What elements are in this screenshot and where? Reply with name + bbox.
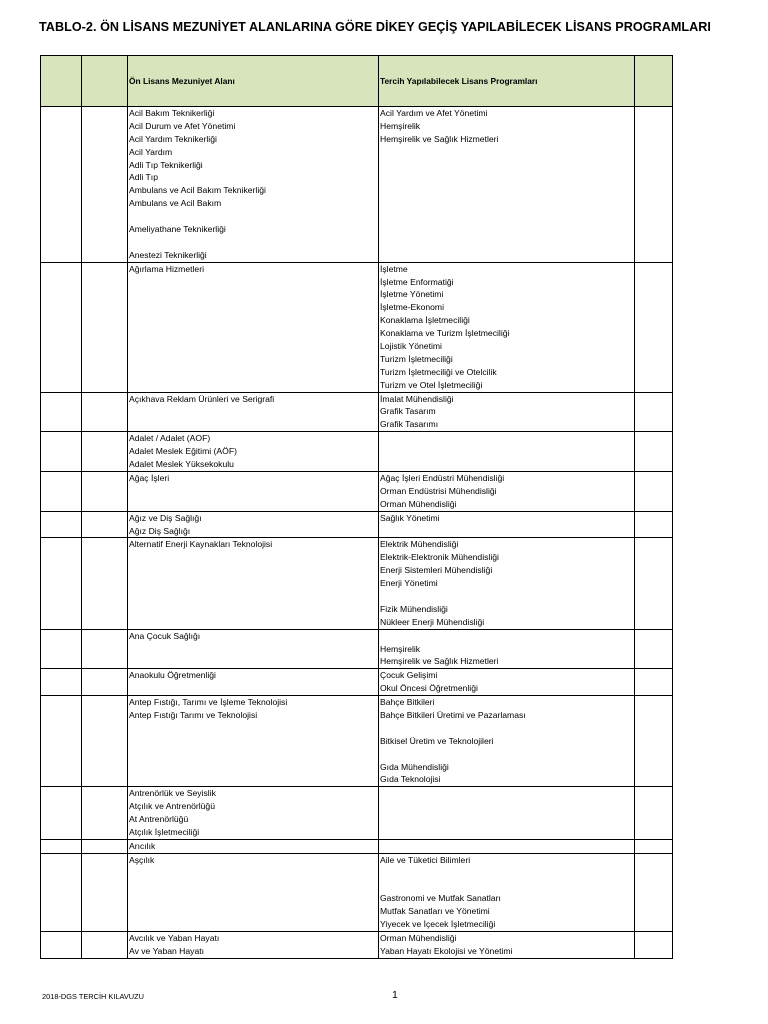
bachelor-program-item: Yiyecek ve İçecek İşletmeciliği — [380, 919, 496, 930]
bachelor-program-item: Turizm ve Otel İşletmeciliği — [380, 379, 483, 390]
associate-degree-item — [129, 236, 378, 249]
bachelor-program-item — [380, 813, 634, 826]
bachelor-program-cell — [379, 853, 635, 931]
associate-degree-cell — [128, 853, 379, 931]
bachelor-program-item: Mutfak Sanatları ve Yönetimi — [380, 906, 490, 917]
table-row — [41, 669, 673, 696]
bachelor-program-item — [380, 249, 634, 262]
bachelor-program-cell — [379, 107, 635, 263]
associate-degree-item: Adalet Meslek Yüksekokulu — [129, 459, 234, 470]
blank-cell — [635, 669, 673, 696]
table-header-row — [41, 56, 673, 107]
bachelor-program-item — [380, 525, 634, 538]
blank-cell — [82, 932, 128, 959]
bachelor-program-item: Elektrik-Elektronik Mühendisliği — [380, 552, 499, 563]
bachelor-program-cell — [379, 432, 635, 472]
blank-cell — [635, 392, 673, 432]
blank-cell — [82, 696, 128, 787]
bachelor-program-item — [380, 146, 634, 159]
associate-degree-item: Ağız ve Diş Sağlığı — [129, 512, 202, 523]
associate-degree-item — [129, 276, 378, 289]
table-row — [41, 853, 673, 931]
blank-cell — [82, 471, 128, 511]
associate-degree-item: Ağırlama Hizmetleri — [129, 263, 204, 274]
associate-degree-item — [129, 405, 378, 418]
blank-cell — [635, 787, 673, 840]
blank-cell — [41, 629, 82, 669]
associate-degree-item — [129, 340, 378, 353]
associate-degree-item — [129, 748, 378, 761]
associate-degree-item: Ağaç İşleri — [129, 472, 170, 483]
associate-degree-item: Adli Tıp Teknikerliği — [129, 159, 203, 170]
bachelor-program-item — [380, 171, 634, 184]
associate-degree-item: Avcılık ve Yaban Hayatı — [129, 933, 220, 944]
associate-degree-item: Arıcılık — [129, 840, 156, 851]
bachelor-program-item — [380, 432, 634, 445]
associate-degree-item — [129, 773, 378, 786]
associate-degree-item — [129, 353, 378, 366]
table-row — [41, 432, 673, 472]
associate-degree-item — [129, 485, 378, 498]
associate-degree-item: Ana Çocuk Sağlığı — [129, 630, 201, 641]
blank-cell — [635, 471, 673, 511]
table-row — [41, 787, 673, 840]
blank-cell — [82, 839, 128, 853]
associate-degree-item: Ağız Diş Sağlığı — [129, 525, 191, 536]
bachelor-program-item: Konaklama İşletmeciliği — [380, 315, 470, 326]
bachelor-program-item: Lojistik Yönetimi — [380, 341, 442, 352]
associate-degree-item: Antep Fıstığı, Tarımı ve İşleme Teknolojisi — [129, 697, 288, 708]
bachelor-program-item — [380, 826, 634, 839]
associate-degree-item — [129, 880, 378, 893]
bachelor-program-cell — [379, 392, 635, 432]
associate-degree-item: Adalet Meslek Eğitimi (AÖF) — [129, 446, 237, 457]
blank-cell — [635, 853, 673, 931]
associate-degree-item — [129, 892, 378, 905]
associate-degree-cell — [128, 839, 379, 853]
bachelor-program-item: İşletme Enformatiği — [380, 276, 454, 287]
bachelor-program-item — [380, 800, 634, 813]
associate-degree-item: Ameliyathane Teknikerliği — [129, 224, 226, 235]
table-row — [41, 839, 673, 853]
bachelor-program-item — [380, 236, 634, 249]
table-row — [41, 629, 673, 669]
header-cell-bachelor-programs: Tercih Yapılabilecek Lisans Programları — [379, 56, 635, 107]
bachelor-program-item: Yaban Hayatı Ekolojisi ve Yönetimi — [380, 946, 513, 956]
associate-degree-item — [129, 418, 378, 431]
blank-cell — [41, 511, 82, 538]
associate-degree-cell — [128, 538, 379, 629]
blank-cell — [41, 669, 82, 696]
associate-degree-item — [129, 210, 378, 223]
header-cell-blank-3 — [635, 56, 673, 107]
bachelor-program-item: Enerji Sistemleri Mühendisliği — [380, 565, 493, 576]
bachelor-program-item: Nükleer Enerji Mühendisliği — [380, 616, 485, 627]
bachelor-program-item: Çocuk Gelişimi — [380, 670, 438, 681]
table-row — [41, 932, 673, 959]
bachelor-program-item: İşletme — [380, 263, 408, 274]
bachelor-program-item: Konaklama ve Turizm İşletmeciliği — [380, 328, 510, 339]
bachelor-program-cell — [379, 538, 635, 629]
blank-cell — [635, 932, 673, 959]
associate-degree-cell — [128, 471, 379, 511]
associate-degree-cell — [128, 787, 379, 840]
bachelor-program-item: Aile ve Tüketici Bilimleri — [380, 854, 471, 865]
bachelor-program-item — [380, 159, 634, 172]
bachelor-program-item — [380, 722, 634, 735]
bachelor-program-item: Elektrik Mühendisliği — [380, 539, 459, 550]
bachelor-program-item — [380, 748, 634, 761]
bachelor-program-item: Hemşirelik ve Sağlık Hizmetleri — [380, 133, 499, 144]
bachelor-program-item: İşletme-Ekonomi — [380, 302, 444, 313]
bachelor-program-item: Hemşirelik — [380, 120, 421, 131]
table-body — [41, 107, 673, 959]
associate-degree-item: Aşçılık — [129, 854, 155, 865]
bachelor-program-item: Sağlık Yönetimi — [380, 512, 440, 523]
bachelor-program-cell — [379, 932, 635, 959]
bachelor-program-item: Grafik Tasarımı — [380, 419, 439, 430]
table-row — [41, 696, 673, 787]
associate-degree-item — [129, 327, 378, 340]
bachelor-program-item: Acil Yardım ve Afet Yönetimi — [380, 108, 488, 118]
associate-degree-item: Acil Yardım Teknikerliği — [129, 133, 217, 144]
blank-cell — [41, 471, 82, 511]
associate-degree-cell — [128, 511, 379, 538]
bachelor-program-item: Bahçe Bitkileri Üretimi ve Pazarlaması — [380, 709, 526, 720]
blank-cell — [635, 262, 673, 392]
associate-degree-item: Adli Tıp — [129, 172, 158, 183]
bachelor-program-item — [380, 184, 634, 197]
table-row — [41, 107, 673, 263]
bachelor-program-item — [380, 458, 634, 471]
associate-degree-item — [129, 616, 378, 629]
programs-table — [40, 55, 673, 959]
associate-degree-item — [129, 761, 378, 774]
associate-degree-cell — [128, 669, 379, 696]
associate-degree-item — [129, 288, 378, 301]
bachelor-program-item — [380, 880, 634, 893]
bachelor-program-item — [380, 210, 634, 223]
blank-cell — [635, 629, 673, 669]
associate-degree-cell — [128, 392, 379, 432]
blank-cell — [41, 787, 82, 840]
header-cell-blank-2 — [82, 56, 128, 107]
bachelor-program-cell — [379, 471, 635, 511]
associate-degree-item — [129, 603, 378, 616]
blank-cell — [41, 107, 82, 263]
associate-degree-item — [129, 867, 378, 880]
bachelor-program-item — [380, 630, 634, 643]
associate-degree-item: Acil Yardım — [129, 146, 173, 157]
blank-cell — [82, 107, 128, 263]
blank-cell — [41, 538, 82, 629]
bachelor-program-cell — [379, 696, 635, 787]
bachelor-program-item — [380, 445, 634, 458]
associate-degree-item — [129, 722, 378, 735]
blank-cell — [82, 669, 128, 696]
associate-degree-item — [129, 590, 378, 603]
table-row — [41, 392, 673, 432]
blank-cell — [82, 787, 128, 840]
associate-degree-item: Anestezi Teknikerliği — [129, 249, 207, 260]
blank-cell — [41, 839, 82, 853]
bachelor-program-item: Gıda Mühendisliği — [380, 761, 449, 772]
associate-degree-item — [129, 551, 378, 564]
blank-cell — [41, 696, 82, 787]
blank-cell — [82, 629, 128, 669]
bachelor-program-item: Hemşirelik — [380, 643, 421, 654]
blank-cell — [635, 696, 673, 787]
associate-degree-item — [129, 682, 378, 695]
associate-degree-item — [129, 564, 378, 577]
bachelor-program-item — [380, 840, 634, 853]
bachelor-program-item: Hemşirelik ve Sağlık Hizmetleri — [380, 656, 499, 667]
header-cell-associate-degree-field: Ön Lisans Mezuniyet Alanı — [128, 56, 379, 107]
blank-cell — [635, 432, 673, 472]
bachelor-program-item: Okul Öncesi Öğretmenliği — [380, 683, 478, 694]
document-title: TABLO-2. ÖN LİSANS MEZUNİYET ALANLARINA GÖRE DİKEY GEÇİŞ YAPILABİLECEK LİSANS PROGRAMLARI — [39, 20, 711, 34]
blank-cell — [635, 511, 673, 538]
blank-cell — [41, 932, 82, 959]
blank-cell — [635, 538, 673, 629]
bachelor-program-item: Enerji Yönetimi — [380, 578, 438, 589]
associate-degree-item: Antrenörlük ve Seyislik — [129, 788, 216, 799]
associate-degree-item — [129, 301, 378, 314]
bachelor-program-item: Gıda Teknolojisi — [380, 774, 441, 785]
header-cell-blank-1 — [41, 56, 82, 107]
bachelor-program-cell — [379, 839, 635, 853]
associate-degree-item — [129, 498, 378, 511]
associate-degree-item: Acil Durum ve Afet Yönetimi — [129, 120, 236, 131]
blank-cell — [41, 392, 82, 432]
blank-cell — [82, 392, 128, 432]
associate-degree-item: Ambulans ve Acil Bakım — [129, 198, 222, 209]
associate-degree-cell — [128, 262, 379, 392]
associate-degree-item — [129, 314, 378, 327]
blank-cell — [82, 538, 128, 629]
bachelor-program-item: Bahçe Bitkileri — [380, 697, 435, 708]
blank-cell — [82, 432, 128, 472]
associate-degree-cell — [128, 696, 379, 787]
bachelor-program-item: Bitkisel Üretim ve Teknolojileri — [380, 735, 494, 746]
associate-degree-item — [129, 366, 378, 379]
associate-degree-item — [129, 905, 378, 918]
footer-guide-label: 2018-DGS TERCİH KILAVUZU — [42, 992, 144, 1001]
associate-degree-item: At Antrenörlüğü — [129, 814, 189, 825]
associate-degree-item — [129, 577, 378, 590]
bachelor-program-cell — [379, 629, 635, 669]
bachelor-program-item: Fizik Mühendisliği — [380, 603, 448, 614]
associate-degree-item: Ambulans ve Acil Bakım Teknikerliği — [129, 185, 266, 196]
programs-table-container — [40, 55, 672, 959]
table-row — [41, 538, 673, 629]
bachelor-program-cell — [379, 262, 635, 392]
bachelor-program-item: Turizm İşletmeciliği — [380, 353, 453, 364]
bachelor-program-item — [380, 197, 634, 210]
table-row — [41, 511, 673, 538]
bachelor-program-item: Orman Mühendisliği — [380, 498, 457, 509]
bachelor-program-item: İmalat Mühendisliği — [380, 393, 454, 404]
bachelor-program-item — [380, 867, 634, 880]
blank-cell — [82, 853, 128, 931]
bachelor-program-cell — [379, 669, 635, 696]
bachelor-program-item: Ağaç İşleri Endüstri Mühendisliği — [380, 472, 505, 483]
associate-degree-item: Antep Fıstığı Tarımı ve Teknolojisi — [129, 709, 258, 720]
associate-degree-item — [129, 643, 378, 656]
associate-degree-item: Acil Bakım Teknikerliği — [129, 108, 215, 118]
page-number: 1 — [392, 989, 398, 1001]
associate-degree-cell — [128, 432, 379, 472]
associate-degree-item: Av ve Yaban Hayatı — [129, 946, 205, 956]
blank-cell — [41, 262, 82, 392]
bachelor-program-item: Gastronomi ve Mutfak Sanatları — [380, 893, 501, 904]
blank-cell — [41, 432, 82, 472]
associate-degree-item: Adalet / Adalet (AOF) — [129, 433, 211, 444]
bachelor-program-item: İşletme Yönetimi — [380, 289, 444, 300]
associate-degree-item: Anaokulu Öğretmenliği — [129, 670, 216, 681]
blank-cell — [41, 853, 82, 931]
associate-degree-item — [129, 655, 378, 668]
bachelor-program-item: Orman Endüstrisi Mühendisliği — [380, 485, 497, 496]
associate-degree-item: Açıkhava Reklam Ürünleri ve Serigrafi — [129, 393, 275, 404]
bachelor-program-item: Turizm İşletmeciliği ve Otelcilik — [380, 366, 497, 377]
blank-cell — [82, 262, 128, 392]
associate-degree-cell — [128, 629, 379, 669]
bachelor-program-item — [380, 590, 634, 603]
bachelor-program-cell — [379, 787, 635, 840]
associate-degree-item: Atçılık İşletmeciliği — [129, 826, 200, 837]
table-row — [41, 262, 673, 392]
table-row — [41, 471, 673, 511]
associate-degree-item — [129, 918, 378, 931]
bachelor-program-item — [380, 223, 634, 236]
associate-degree-item: Alternatif Enerji Kaynakları Teknolojisi — [129, 539, 273, 550]
associate-degree-item — [129, 735, 378, 748]
associate-degree-cell — [128, 107, 379, 263]
bachelor-program-item: Orman Mühendisliği — [380, 933, 457, 944]
associate-degree-item: Atçılık ve Antrenörlüğü — [129, 801, 215, 812]
blank-cell — [635, 107, 673, 263]
associate-degree-item — [129, 379, 378, 392]
bachelor-program-item — [380, 787, 634, 800]
bachelor-program-cell — [379, 511, 635, 538]
bachelor-program-item: Grafik Tasarım — [380, 406, 436, 417]
blank-cell — [82, 511, 128, 538]
blank-cell — [635, 839, 673, 853]
associate-degree-cell — [128, 932, 379, 959]
